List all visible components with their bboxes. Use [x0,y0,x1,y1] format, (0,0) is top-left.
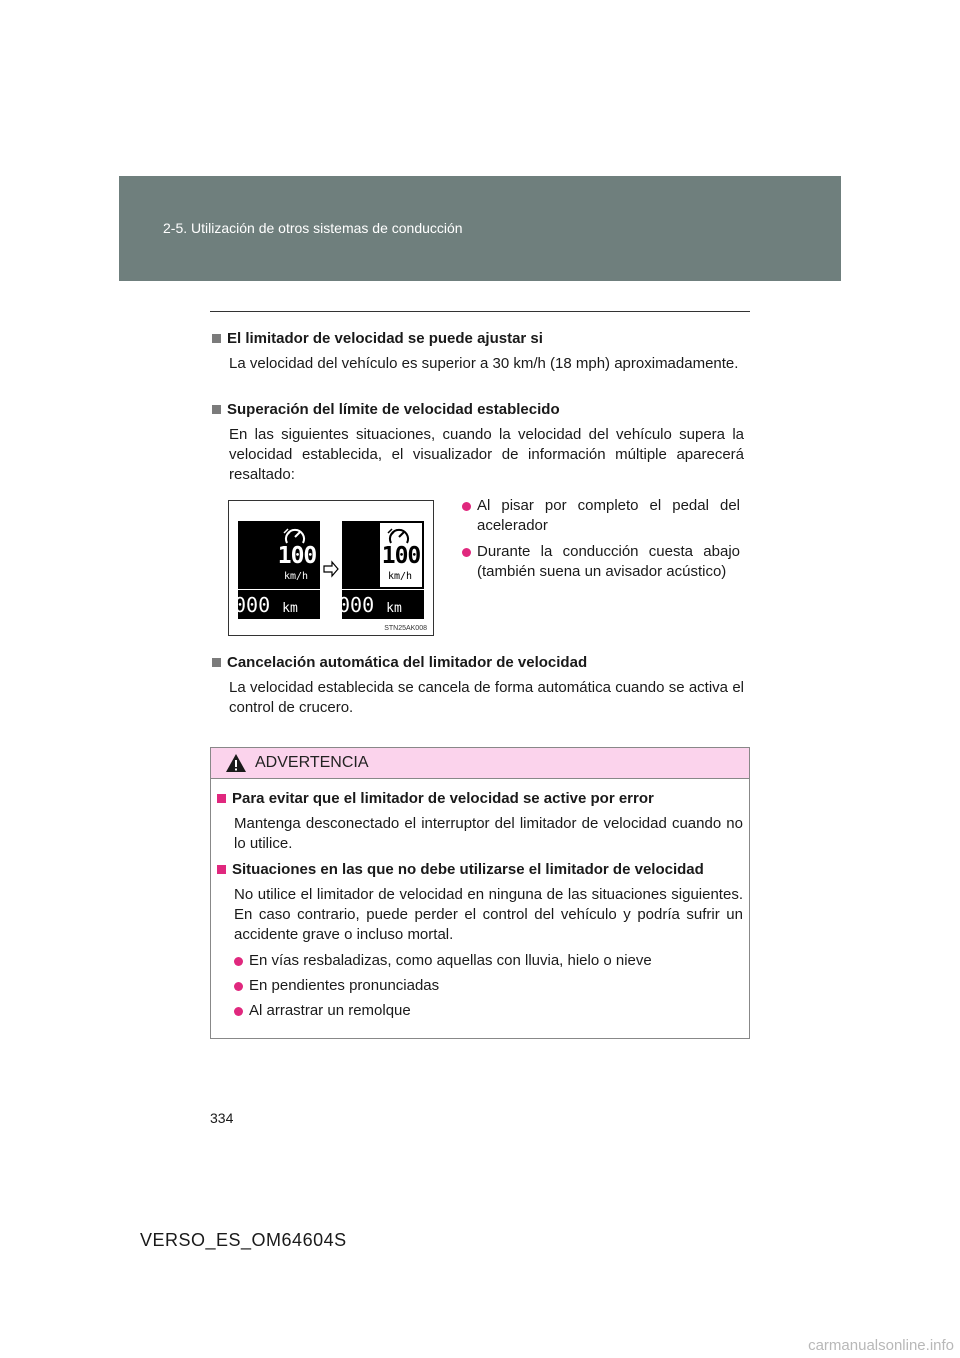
display-divider [342,589,424,590]
section-body: En las siguientes situaciones, cuando la velocidad del vehículo supera la velocidad establecida, el visualizador de información múltiple aparecerá resaltado: [229,426,744,483]
round-bullet-icon [234,957,243,966]
watermark: carmanualsonline.info [808,1337,954,1354]
square-bullet-icon [212,405,221,414]
speed-unit: km/h [284,571,309,582]
warning-item-body: No utilice el limitador de velocidad en ninguna de las situaciones siguientes. En caso contrario, puede perder el control del vehículo y podría sufrir un accidente grave o incluso mortal. [234,886,743,943]
top-divider [210,311,750,312]
arrow-right-icon [323,561,339,577]
page-number: 334 [210,1110,234,1126]
list-item: En pendientes pronunciadas [234,976,743,996]
warning-header [211,748,749,779]
speed-value: 100 [277,543,317,569]
list-item: Durante la conducción cuesta abajo (también suena un avisador acústico) [462,542,740,582]
display-figure [228,500,434,636]
section-heading: El limitador de velocidad se puede ajustar si [212,329,744,349]
round-bullet-icon [462,502,471,511]
figure-bullets [462,496,740,582]
header-band [119,176,841,281]
section-body: La velocidad establecida se cancela de forma automática cuando se activa el control de crucero. [229,679,744,716]
section-heading: Superación del límite de velocidad establecido [212,400,744,420]
odometer: 000 km [234,593,298,617]
warning-triangle-icon [225,753,247,773]
section-auto-cancel [212,653,744,718]
section-body: La velocidad del vehículo es superior a 30 km/h (18 mph) aproximadamente. [229,355,739,372]
warning-body [211,779,749,1021]
display-highlighted [338,521,424,619]
warning-item-heading: Situaciones en las que no debe utilizarse el limitador de velocidad [217,860,743,880]
speed-value: 100 [381,543,421,569]
list-item: Al pisar por completo el pedal del acelerador [462,496,740,536]
document-code: VERSO_ES_OM64604S [140,1230,347,1250]
section-exceeding-limit [212,400,744,485]
section-heading: Cancelación automática del limitador de velocidad [212,653,744,673]
section-speed-limiter-conditions [212,329,744,374]
figure-code: STN25AK008 [384,625,427,632]
section-title: 2-5. Utilización de otros sistemas de conducción [163,220,463,236]
list-item: Al arrastrar un remolque [234,1001,743,1021]
warning-item-heading: Para evitar que el limitador de velocidad se active por error [217,789,743,809]
speed-unit: km/h [388,571,413,582]
display-normal [234,521,320,619]
display-divider [238,589,320,590]
square-bullet-icon [212,334,221,343]
square-bullet-icon [217,794,226,803]
warning-item-body: Mantenga desconectado el interruptor del limitador de velocidad cuando no lo utilice. [234,815,743,852]
round-bullet-icon [234,1007,243,1016]
warning-title: ADVERTENCIA [255,754,369,771]
warning-box [210,747,750,1039]
square-bullet-icon [217,865,226,874]
list-item: En vías resbaladizas, como aquellas con lluvia, hielo o nieve [234,951,743,971]
square-bullet-icon [212,658,221,667]
round-bullet-icon [462,548,471,557]
round-bullet-icon [234,982,243,991]
odometer: 000 km [338,593,402,617]
